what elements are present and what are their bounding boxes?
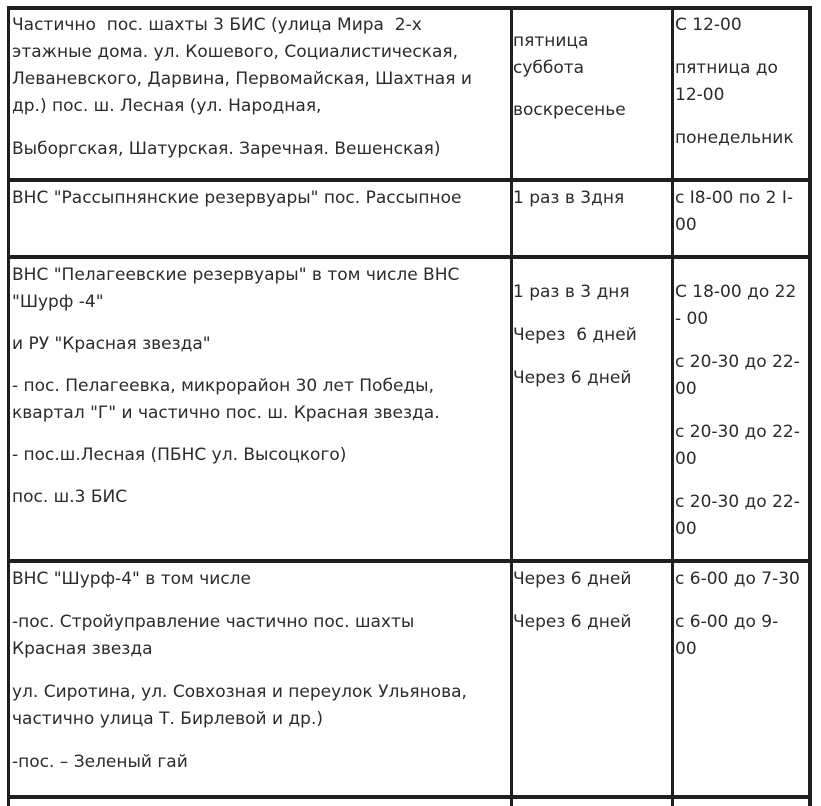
cell-text: -пос. Стройуправление частично пос. шахты <box>12 612 415 632</box>
cell-text: Леваневского, Дарвина, Первомайская, Шахтная и <box>12 69 472 89</box>
cell-text: 00 <box>675 449 697 469</box>
row-1-days-cell <box>513 28 668 124</box>
table-border-top <box>7 6 812 10</box>
cell-text: С 12-00 <box>675 15 742 35</box>
cell-text: квартал "Г" и частично пос. ш. Красная звезда. <box>12 403 440 423</box>
table-border-right <box>808 6 812 806</box>
cell-text: Выборгская, Шатурская. Заречная. Вешенская) <box>12 139 441 159</box>
column-divider <box>671 6 674 806</box>
cell-text: - пос.ш.Лесная (ПБНС ул. Высоцкого) <box>12 445 347 465</box>
cell-text: и РУ "Красная звезда" <box>12 334 211 354</box>
row-3-area-cell <box>12 262 507 511</box>
row-4-area-cell <box>12 566 507 776</box>
row-3-days-cell <box>513 279 668 392</box>
row-4-time-cell <box>675 566 807 663</box>
cell-text: - 00 <box>675 309 709 329</box>
cell-text: 00 <box>675 215 697 235</box>
cell-text: 00 <box>675 379 697 399</box>
row-divider <box>7 255 812 259</box>
row-divider <box>7 795 812 799</box>
row-4-days-cell <box>513 566 668 636</box>
cell-text: Красная звезда <box>12 639 153 659</box>
row-2-area-cell <box>12 185 507 212</box>
cell-text: 00 <box>675 639 697 659</box>
row-3-time-cell <box>675 279 807 543</box>
cell-text: воскресенье <box>513 100 626 120</box>
cell-text: ВНС "Шурф-4" в том числе <box>12 569 251 589</box>
cell-text: с 20-30 до 22- <box>675 492 800 512</box>
column-divider <box>510 6 513 806</box>
cell-text: ул. Сиротина, ул. Совхозная и переулок Ульянова, <box>12 682 467 702</box>
cell-text: с 20-30 до 22- <box>675 352 800 372</box>
cell-text: Частично пос. шахты 3 БИС (улица Мира 2-х <box>12 15 422 35</box>
cell-text: с 20-30 до 22- <box>675 422 800 442</box>
row-divider <box>7 559 812 563</box>
cell-text: с 6-00 до 7-30 <box>675 569 800 589</box>
cell-text: Через 6 дней <box>513 325 637 345</box>
cell-text: пос. ш.3 БИС <box>12 487 128 507</box>
schedule-table <box>7 6 812 806</box>
cell-text: понедельник <box>675 128 794 148</box>
table-border-left <box>7 6 10 806</box>
cell-text: - пос. Пелагеевка, микрорайон 30 лет Победы, <box>12 376 434 396</box>
row-2-time-cell <box>675 185 807 239</box>
cell-text: с 6-00 до 9- <box>675 612 779 632</box>
cell-text: с I8-00 по 2 I- <box>675 188 794 208</box>
cell-text: частично улица Т. Бирлевой и др.) <box>12 709 324 729</box>
row-divider <box>7 178 812 182</box>
cell-text: Через 6 дней <box>513 569 632 589</box>
cell-text: Через 6 дней <box>513 612 632 632</box>
row-1-time-cell <box>675 12 807 152</box>
cell-text: ВНС "Рассыпнянские резервуары" пос. Рассыпное <box>12 188 462 208</box>
cell-text: суббота <box>513 58 585 78</box>
row-2-days-cell <box>513 185 668 212</box>
cell-text: 1 раз в 3дня <box>513 188 625 208</box>
cell-text: этажные дома. ул. Кошевого, Социалистическая, <box>12 42 459 62</box>
cell-text: С 18-00 до 22 <box>675 282 797 302</box>
cell-text: "Шурф -4" <box>12 292 104 312</box>
cell-text: пятница <box>513 31 589 51</box>
cell-text: пятница до <box>675 58 778 78</box>
cell-text: -пос. – Зеленый гай <box>12 752 188 772</box>
cell-text: ВНС "Пелагеевские резервуары" в том числе ВНС <box>12 265 460 285</box>
row-1-area-cell <box>12 12 507 163</box>
cell-text: 12-00 <box>675 85 725 105</box>
cell-text: 1 раз в 3 дня <box>513 282 630 302</box>
cell-text: др.) пос. ш. Лесная (ул. Народная, <box>12 96 322 116</box>
cell-text: Через 6 дней <box>513 368 632 388</box>
cell-text: 00 <box>675 519 697 539</box>
